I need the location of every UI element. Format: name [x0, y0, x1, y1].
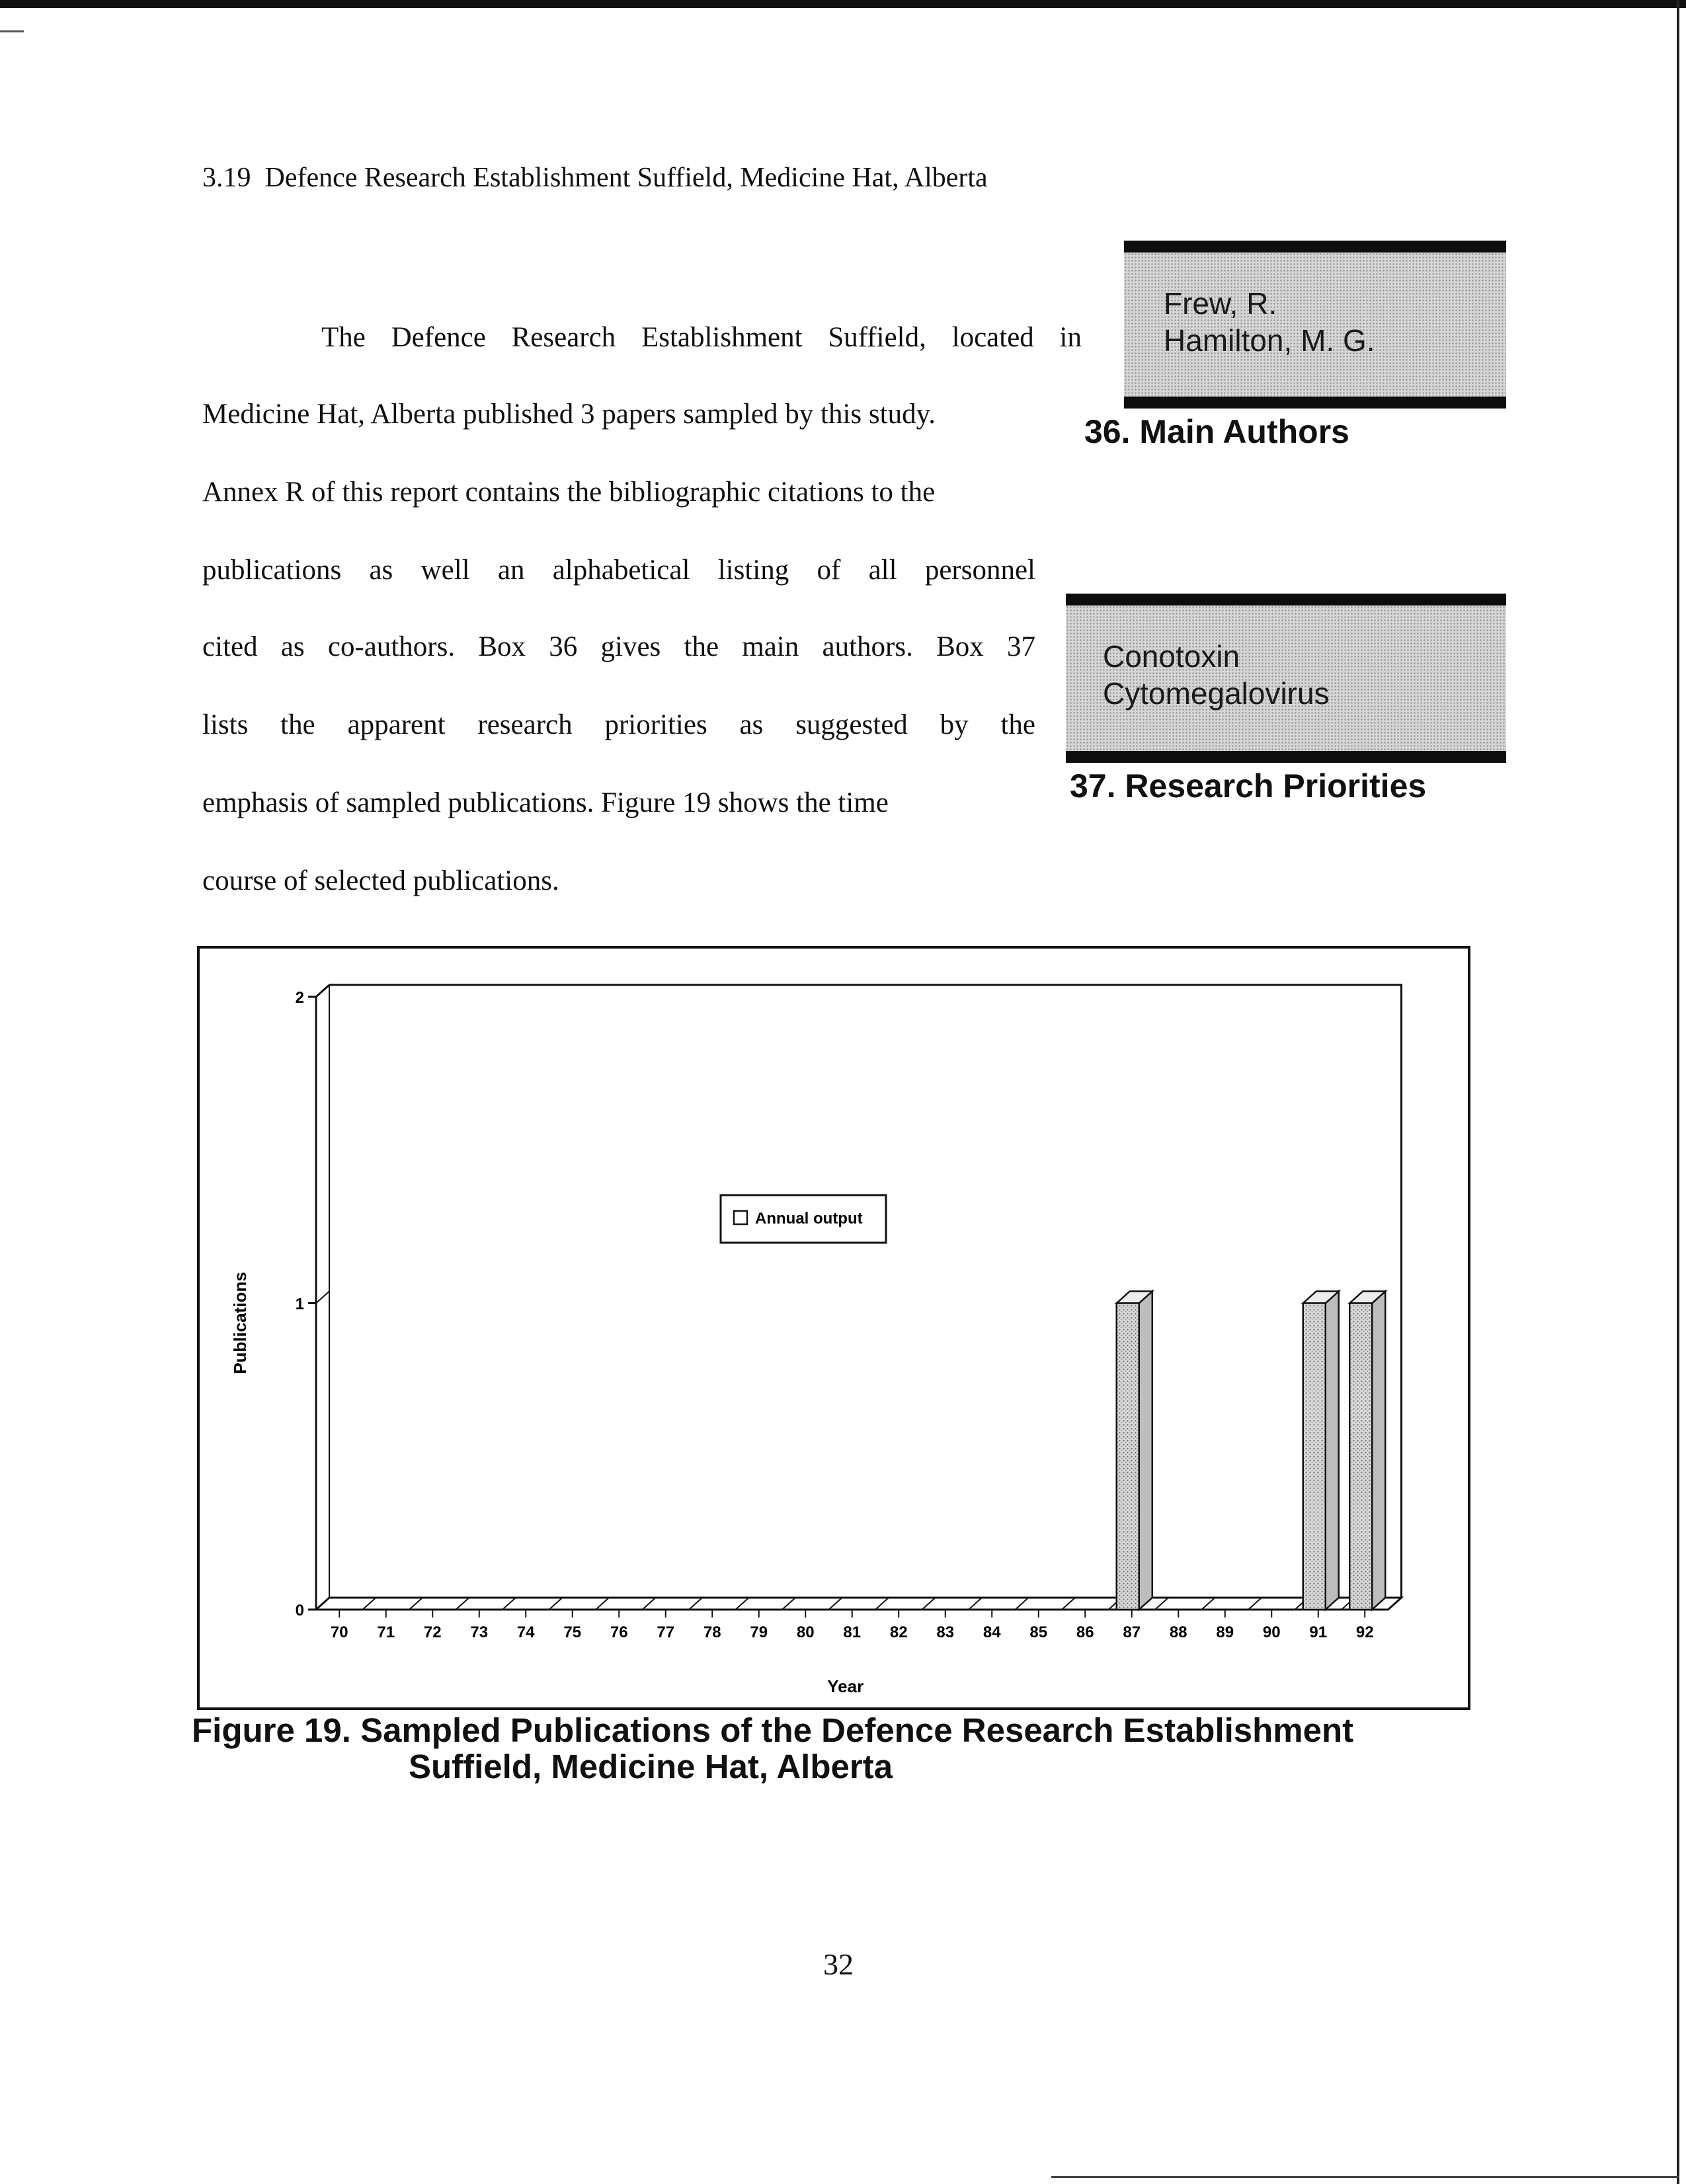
paragraph-line: emphasis of sampled publications. Figure 19 shows the time	[202, 787, 889, 818]
x-tick-label: 75	[563, 1623, 582, 1641]
chart-plot-area	[230, 985, 1402, 1696]
floor-slat	[1016, 1598, 1029, 1610]
floor-slat	[409, 1598, 422, 1610]
x-tick-label: 80	[796, 1623, 815, 1641]
chart-floor	[316, 1598, 1402, 1610]
floor-slat	[643, 1598, 656, 1610]
x-tick-label: 81	[843, 1623, 862, 1641]
paragraph-line: Medicine Hat, Alberta published 3 papers sampled by this study.	[202, 399, 936, 430]
figure-border	[198, 947, 1469, 1709]
x-tick-label: 74	[516, 1623, 535, 1641]
y-axis-tick-slant	[316, 985, 329, 997]
priority-entry: Conotoxin	[1103, 639, 1240, 674]
floor-slat	[875, 1598, 889, 1610]
section-number: 3.19	[202, 163, 251, 193]
bar-side-92	[1372, 1292, 1385, 1610]
x-tick-label: 92	[1355, 1623, 1374, 1641]
x-tick-label: 77	[657, 1623, 675, 1641]
author-entry: Frew, R.	[1164, 286, 1277, 321]
floor-slat	[829, 1598, 842, 1610]
box-caption-research-priorities: 37. Research Priorities	[1070, 767, 1427, 804]
floor-slat	[363, 1598, 376, 1610]
floor-slat	[549, 1598, 563, 1610]
x-tick-label: 71	[377, 1623, 395, 1641]
x-tick-label: 78	[703, 1623, 721, 1641]
y-tick-label: 2	[295, 989, 304, 1007]
x-tick-label: 73	[470, 1623, 489, 1641]
x-tick-label: 87	[1123, 1623, 1141, 1641]
floor-slat	[782, 1598, 795, 1610]
y-axis-title: Publications	[230, 1272, 250, 1374]
bar-side-91	[1326, 1292, 1339, 1610]
x-tick-label: 89	[1216, 1623, 1234, 1641]
priority-entry: Cytomegalovirus	[1103, 676, 1330, 711]
floor-slat	[689, 1598, 702, 1610]
floor-slat	[316, 1598, 329, 1610]
x-tick-label: 91	[1309, 1623, 1328, 1641]
x-tick-label: 88	[1169, 1623, 1187, 1641]
paragraph-line: Annex R of this report contains the bibliographic citations to the	[202, 477, 936, 508]
bar-92	[1349, 1304, 1372, 1610]
x-tick-label: 82	[889, 1623, 908, 1641]
x-axis-title: Year	[827, 1676, 864, 1696]
y-tick-label: 1	[295, 1295, 304, 1313]
x-tick-label: 85	[1029, 1623, 1048, 1641]
x-tick-label: 83	[936, 1623, 955, 1641]
floor-slat	[922, 1598, 936, 1610]
floor-slat	[1202, 1598, 1215, 1610]
paragraph-line: The Defence Research Establishment Suffield, located in	[321, 322, 1082, 353]
figure-caption-continued: Suffield, Medicine Hat, Alberta	[409, 1748, 893, 1785]
paragraph-line: lists the apparent research priorities as suggested by the	[202, 709, 1035, 740]
section-title: Defence Research Establishment Suffield, Medicine Hat, Alberta	[264, 163, 988, 193]
figure-caption: Figure 19. Sampled Publications of the Defence Research Establishment	[192, 1711, 1354, 1749]
legend-swatch	[734, 1211, 747, 1224]
x-tick-label: 84	[983, 1623, 1001, 1641]
floor-slat	[736, 1598, 749, 1610]
bar-side-87	[1139, 1292, 1152, 1610]
x-tick-label: 70	[330, 1623, 348, 1641]
author-entry: Hamilton, M. G.	[1164, 323, 1375, 358]
back-wall	[329, 985, 1402, 1598]
floor-slat	[456, 1598, 469, 1610]
floor-slat	[502, 1598, 516, 1610]
floor-slat	[596, 1598, 609, 1610]
x-tick-label: 86	[1076, 1623, 1094, 1641]
x-tick-label: 72	[423, 1623, 442, 1641]
page-number: 32	[823, 1947, 854, 1981]
bar-91	[1303, 1304, 1326, 1610]
paragraph-line: publications as well an alphabetical listing of all personnel	[202, 555, 1035, 586]
box-caption-main-authors: 36. Main Authors	[1084, 413, 1349, 450]
x-tick-label: 76	[610, 1623, 628, 1641]
legend-label: Annual output	[755, 1210, 863, 1228]
paragraph-line: cited as co-authors. Box 36 gives the main authors. Box 37	[202, 631, 1035, 662]
floor-slat	[1248, 1598, 1262, 1610]
floor-slat	[1155, 1598, 1168, 1610]
x-tick-label: 79	[750, 1623, 768, 1641]
paragraph-line: course of selected publications.	[202, 865, 559, 896]
x-tick-label: 90	[1262, 1623, 1281, 1641]
y-axis-tick-slant	[316, 1292, 329, 1304]
bar-87	[1117, 1304, 1139, 1610]
floor-slat	[969, 1598, 982, 1610]
y-tick-label: 0	[295, 1602, 304, 1619]
floor-slat	[1062, 1598, 1075, 1610]
